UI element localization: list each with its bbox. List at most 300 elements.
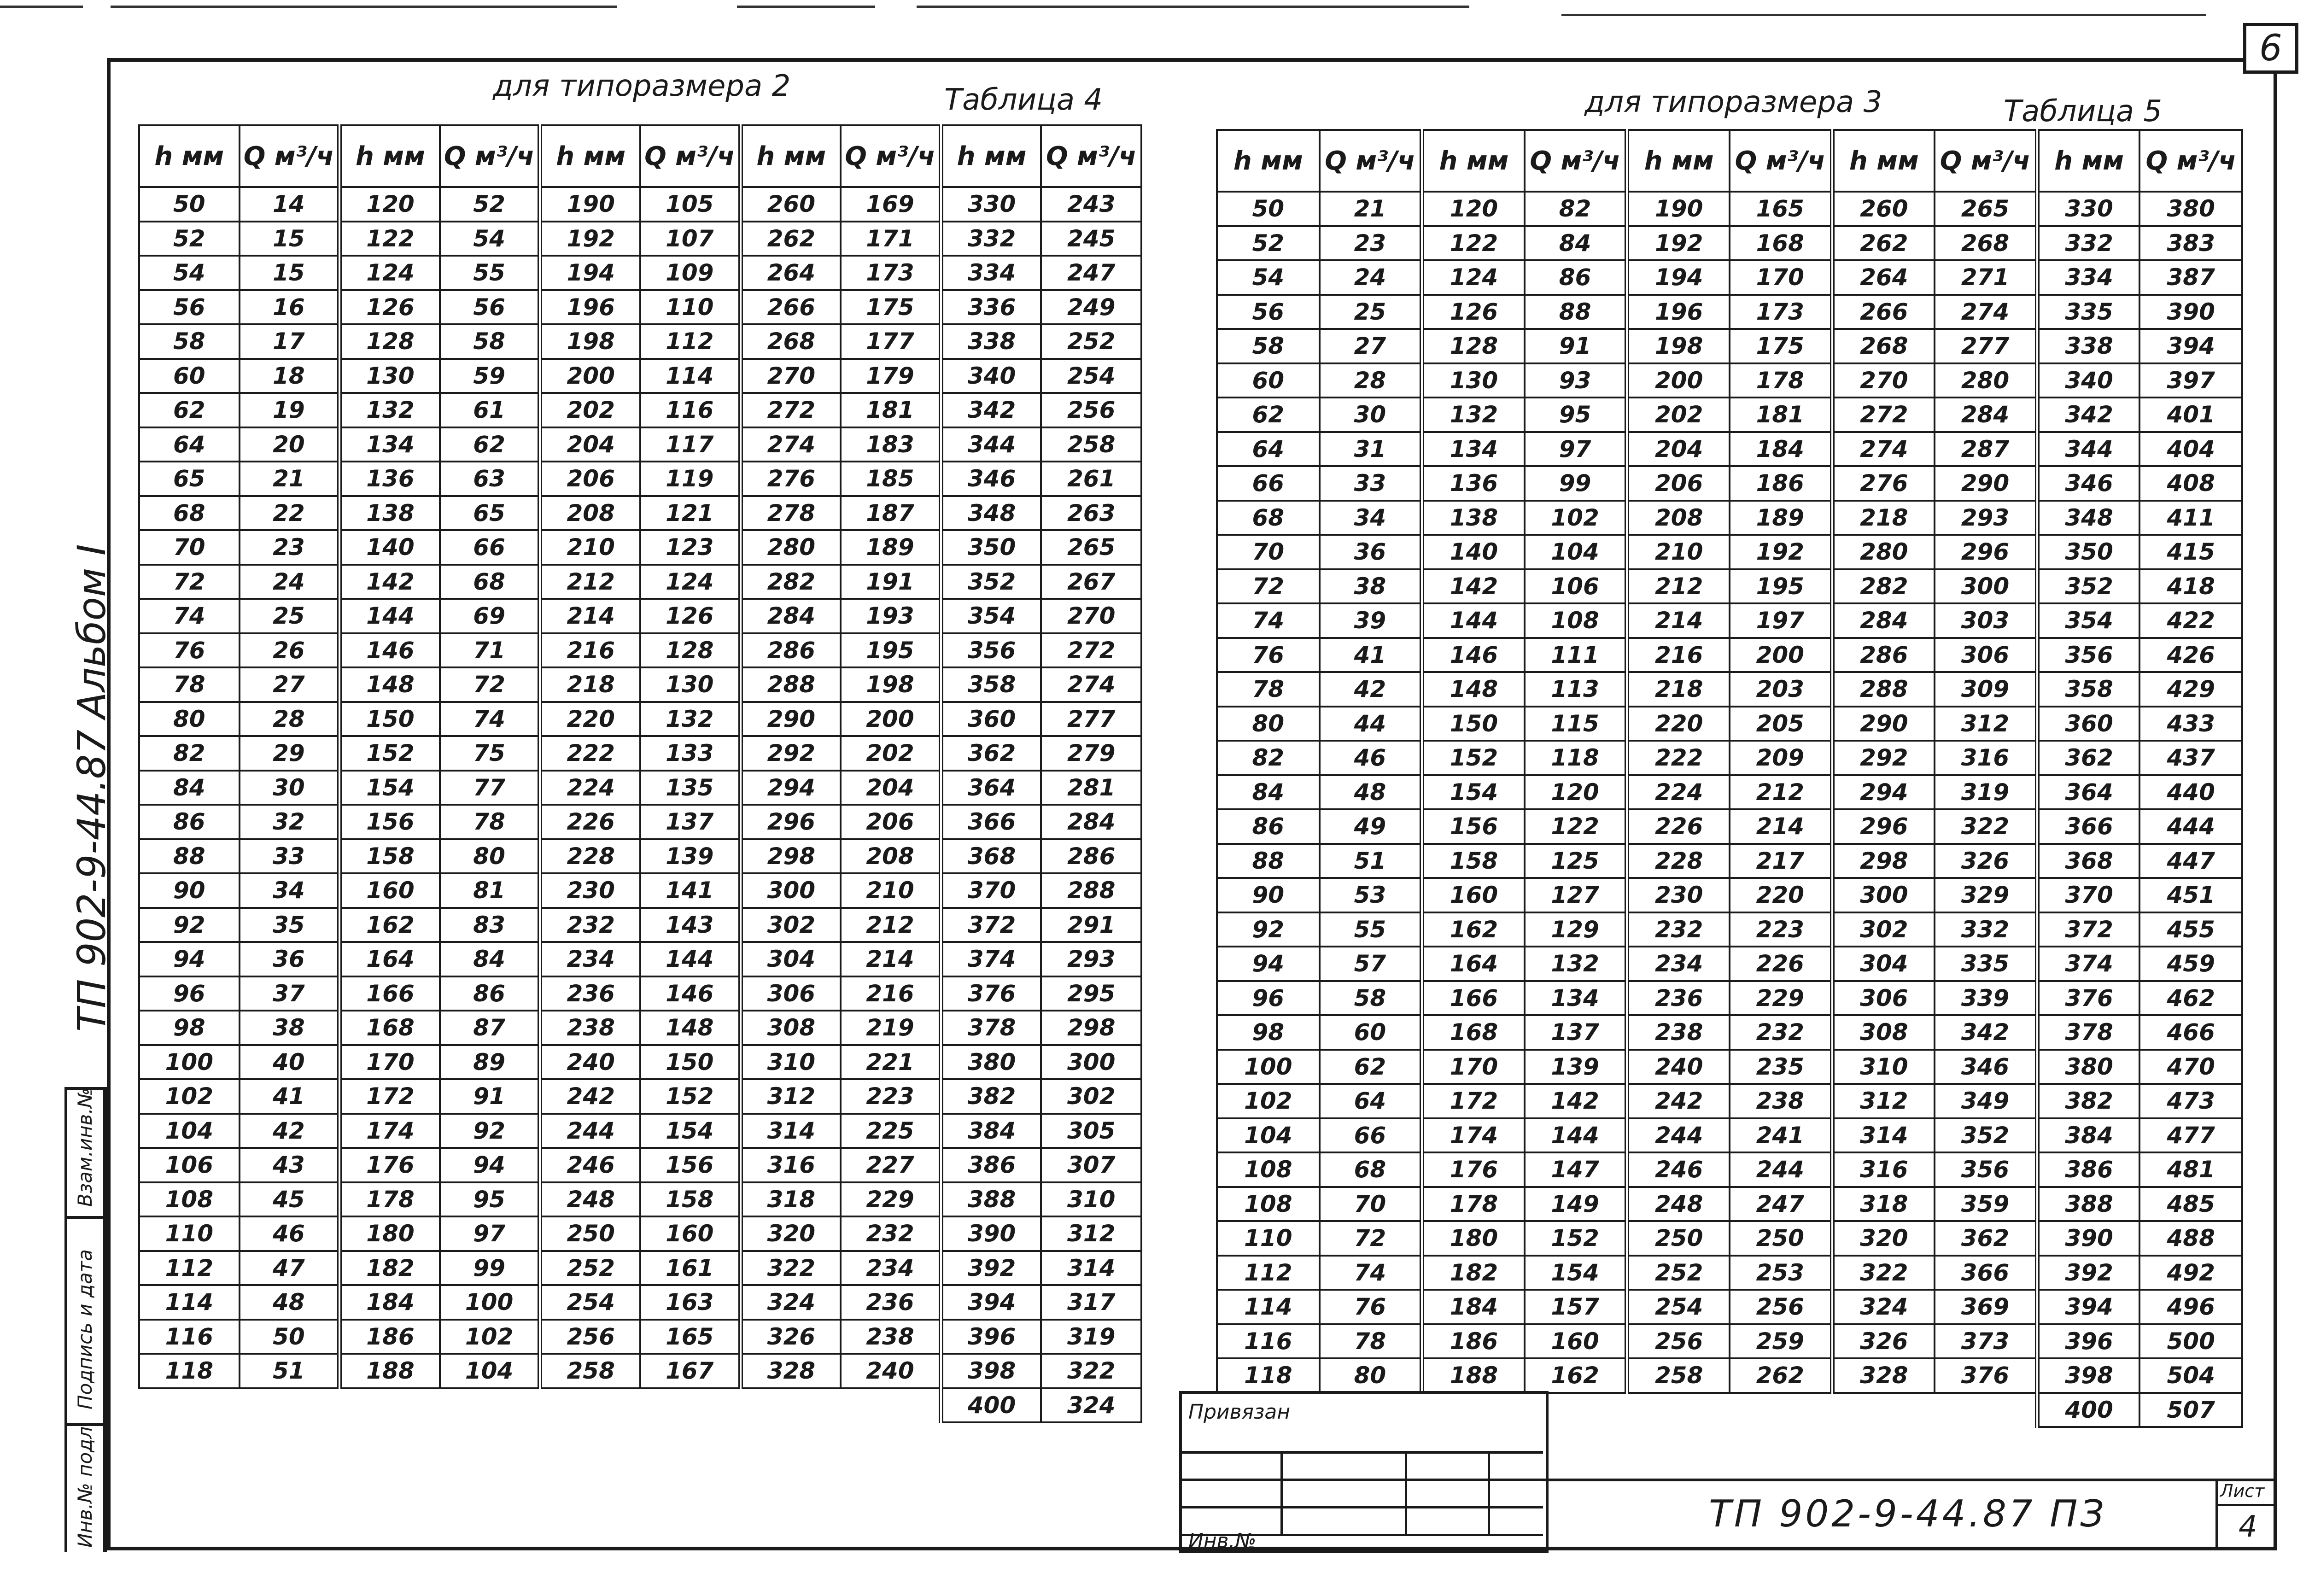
cell-h: 282	[1832, 569, 1935, 604]
cell-q: 444	[2139, 809, 2242, 844]
table-row	[139, 908, 1141, 942]
cell-h: 326	[741, 1320, 841, 1354]
cell-q: 256	[1041, 393, 1141, 427]
cell-q: 68	[440, 565, 540, 599]
cell-q: 206	[841, 805, 941, 839]
cell-q: 189	[1730, 501, 1832, 535]
cell-h: 104	[139, 1114, 240, 1148]
table-row-extra	[139, 1388, 1141, 1423]
cell-q: 56	[440, 290, 540, 325]
cell-h: 254	[1627, 1290, 1730, 1324]
cell-q: 154	[640, 1114, 741, 1148]
cell-q: 128	[640, 633, 741, 668]
cell-h: 354	[2037, 603, 2140, 638]
cell-q: 169	[841, 187, 941, 222]
cell-h: 326	[1832, 1324, 1935, 1359]
cell-q: 137	[1525, 1015, 1627, 1050]
col-header-q: Q м³/ч	[1935, 130, 2037, 192]
table-row	[139, 771, 1141, 805]
cell-q: 212	[841, 908, 941, 942]
cell-q: 408	[2139, 466, 2242, 501]
cell-h: 144	[339, 599, 440, 633]
table-row	[139, 256, 1141, 290]
cell-h: 256	[1627, 1324, 1730, 1359]
cell-h: 314	[1832, 1118, 1935, 1153]
cell-q: 189	[841, 530, 941, 565]
cell-q: 28	[1320, 363, 1422, 398]
cell-q: 183	[841, 427, 941, 462]
cell-h: 150	[339, 702, 440, 737]
cell-q: 286	[1041, 839, 1141, 874]
cell-q: 455	[2139, 912, 2242, 947]
cell-q: 42	[240, 1114, 340, 1148]
cell-h: 96	[1217, 981, 1320, 1016]
cell-q: 86	[1525, 260, 1627, 295]
cell-q: 47	[240, 1251, 340, 1286]
table-row	[139, 187, 1141, 222]
cell-q: 205	[1730, 707, 1832, 741]
cell-h: 335	[2037, 295, 2140, 329]
cell-q: 120	[1525, 775, 1627, 810]
col-header-q: Q м³/ч	[1320, 130, 1422, 192]
cell-q: 305	[1041, 1114, 1141, 1148]
table-row	[139, 222, 1141, 256]
col-header-h: h мм	[2037, 130, 2140, 192]
cell-h: 290	[1832, 707, 1935, 741]
table-row	[139, 1114, 1141, 1148]
cell-h: 342	[941, 393, 1041, 427]
cell-h: 66	[1217, 466, 1320, 501]
cell-h: 292	[741, 736, 841, 771]
cell-h: 50	[1217, 192, 1320, 226]
cell-h: 186	[1422, 1324, 1525, 1359]
cell-h: 130	[339, 359, 440, 393]
cell-h: 324	[1832, 1290, 1935, 1324]
table-row	[1217, 192, 2242, 226]
cell-h: 332	[2037, 226, 2140, 261]
cell-q: 203	[1730, 672, 1832, 707]
cell-q: 95	[440, 1182, 540, 1217]
cell-q: 373	[1935, 1324, 2037, 1359]
table-row	[1217, 603, 2242, 638]
cell-h: 396	[2037, 1324, 2140, 1359]
cell-h: 302	[1832, 912, 1935, 947]
cell-q: 300	[1935, 569, 2037, 604]
cell-h: 56	[139, 290, 240, 325]
cell-q: 362	[1935, 1221, 2037, 1256]
cell-h: 306	[1832, 981, 1935, 1016]
cell-q: 459	[2139, 947, 2242, 981]
cell-q: 65	[440, 496, 540, 531]
cell-q: 97	[1525, 432, 1627, 467]
cell-h: 262	[1832, 226, 1935, 261]
cell-q: 24	[1320, 260, 1422, 295]
cell-q: 280	[1935, 363, 2037, 398]
cell-h: 152	[339, 736, 440, 771]
cell-h: 120	[339, 187, 440, 222]
cell-q: 86	[440, 976, 540, 1011]
cell-h: 348	[941, 496, 1041, 531]
cell-q: 126	[640, 599, 741, 633]
cell-q: 59	[440, 359, 540, 393]
cell-h: 398	[941, 1354, 1041, 1388]
cell-h: 258	[540, 1354, 640, 1388]
cell-q: 451	[2139, 878, 2242, 912]
cell-h: 258	[1627, 1358, 1730, 1393]
table-row	[139, 839, 1141, 874]
cell-h: 318	[741, 1182, 841, 1217]
cell-q: 178	[1730, 363, 1832, 398]
cell-h: 192	[1627, 226, 1730, 261]
cell-q: 312	[1935, 707, 2037, 741]
cell-h: 334	[2037, 260, 2140, 295]
cell-h: 50	[139, 187, 240, 222]
cell-h: 328	[741, 1354, 841, 1388]
cell-h: 208	[1627, 501, 1730, 535]
inv-no-label: Инв.№	[1188, 1529, 1257, 1553]
cell-q: 15	[240, 222, 340, 256]
table-row	[1217, 947, 2242, 981]
cell-q: 152	[1525, 1221, 1627, 1256]
cell-h: 368	[941, 839, 1041, 874]
col-header-q: Q м³/ч	[1041, 125, 1141, 187]
cell-h: 138	[1422, 501, 1525, 535]
cell-q: 473	[2139, 1084, 2242, 1118]
cell-q: 433	[2139, 707, 2242, 741]
cell-h: 128	[339, 324, 440, 359]
cell-h: 110	[139, 1216, 240, 1251]
cell-q: 262	[1730, 1358, 1832, 1393]
cell-h: 132	[339, 393, 440, 427]
table-row	[1217, 398, 2242, 432]
cell-h: 392	[941, 1251, 1041, 1286]
cell-q: 173	[1730, 295, 1832, 329]
col-header-q: Q м³/ч	[240, 125, 340, 187]
cell-h: 112	[139, 1251, 240, 1286]
table-row	[1217, 741, 2242, 775]
cell-q: 41	[240, 1079, 340, 1114]
cell-q: 173	[841, 256, 941, 290]
cell-q: 61	[440, 393, 540, 427]
cell-h: 378	[2037, 1015, 2140, 1050]
cell-q: 238	[841, 1320, 941, 1354]
cell-h: 316	[741, 1148, 841, 1182]
cell-h: 54	[1217, 260, 1320, 295]
cell-h: 388	[941, 1182, 1041, 1217]
cell-q: 447	[2139, 844, 2242, 878]
cell-h: 380	[2037, 1050, 2140, 1084]
cell-q: 62	[440, 427, 540, 462]
cell-q: 175	[1730, 329, 1832, 363]
cell-q: 383	[2139, 226, 2242, 261]
cell-q: 238	[1730, 1084, 1832, 1118]
cell-q: 335	[1935, 947, 2037, 981]
table-row	[139, 462, 1141, 496]
cell-h: 250	[540, 1216, 640, 1251]
list-label: Лист	[2220, 1481, 2265, 1501]
cell-q: 111	[1525, 638, 1627, 672]
cell-h: 238	[1627, 1015, 1730, 1050]
cell-q: 78	[1320, 1324, 1422, 1359]
cell-h: 52	[1217, 226, 1320, 261]
cell-h: 284	[1832, 603, 1935, 638]
cell-h: 282	[741, 565, 841, 599]
cell-h: 176	[1422, 1152, 1525, 1187]
cell-h: 96	[139, 976, 240, 1011]
cell-h: 370	[2037, 878, 2140, 912]
cell-q: 127	[1525, 878, 1627, 912]
cell-h: 366	[2037, 809, 2140, 844]
cell-h: 328	[1832, 1358, 1935, 1393]
cell-q: 106	[1525, 569, 1627, 604]
cell-q: 124	[640, 565, 741, 599]
cell-q: 426	[2139, 638, 2242, 672]
cell-q: 122	[1525, 809, 1627, 844]
cell-h: 344	[941, 427, 1041, 462]
cell-q: 312	[1041, 1216, 1141, 1251]
col-header-q: Q м³/ч	[440, 125, 540, 187]
cell-q: 64	[1320, 1084, 1422, 1118]
cell-q: 284	[1935, 398, 2037, 432]
table-row	[1217, 363, 2242, 398]
cell-q: 33	[1320, 466, 1422, 501]
cell-h: 90	[1217, 878, 1320, 912]
cell-q: 46	[1320, 741, 1422, 775]
cell-h: 114	[139, 1285, 240, 1320]
cell-h: 148	[1422, 672, 1525, 707]
cell-h: 78	[1217, 672, 1320, 707]
cell-h: 126	[339, 290, 440, 325]
cell-q: 293	[1935, 501, 2037, 535]
cell-q: 281	[1041, 771, 1141, 805]
cell-q: 55	[440, 256, 540, 290]
cell-q: 118	[1525, 741, 1627, 775]
table-row	[1217, 329, 2242, 363]
cell-h: 286	[1832, 638, 1935, 672]
cell-h: 140	[1422, 535, 1525, 569]
cell-q: 66	[440, 530, 540, 565]
cell-h: 376	[2037, 981, 2140, 1016]
cell-q: 115	[1525, 707, 1627, 741]
cell-q: 300	[1041, 1045, 1141, 1080]
cell-h: 110	[1217, 1221, 1320, 1256]
cell-h: 142	[339, 565, 440, 599]
cell-h: 198	[1627, 329, 1730, 363]
cell-q: 247	[1041, 256, 1141, 290]
table-row	[139, 805, 1141, 839]
cell-h: 218	[1627, 672, 1730, 707]
cell-q: 160	[640, 1216, 741, 1251]
cell-h: 120	[1422, 192, 1525, 226]
cell-h: 64	[1217, 432, 1320, 467]
cell-h: 296	[1832, 809, 1935, 844]
cell-q: 225	[841, 1114, 941, 1148]
cell-h: 188	[1422, 1358, 1525, 1393]
cell-q: 232	[1730, 1015, 1832, 1050]
cell-h: 108	[1217, 1152, 1320, 1187]
cell-q: 93	[1525, 363, 1627, 398]
cell-h: 204	[1627, 432, 1730, 467]
cell-h: 384	[2037, 1118, 2140, 1153]
cell-h: 386	[2037, 1152, 2140, 1187]
cell-h: 252	[1627, 1256, 1730, 1290]
cell-h: 138	[339, 496, 440, 531]
cell-h: 70	[139, 530, 240, 565]
cell-q: 303	[1935, 603, 2037, 638]
table-row	[1217, 707, 2242, 741]
cell-q: 326	[1935, 844, 2037, 878]
cell-q: 139	[640, 839, 741, 874]
cell-h: 244	[540, 1114, 640, 1148]
cell-q: 71	[440, 633, 540, 668]
table-row	[139, 942, 1141, 976]
cell-h: 382	[941, 1079, 1041, 1114]
col-header-h: h мм	[1627, 130, 1730, 192]
cell-h: 170	[1422, 1050, 1525, 1084]
cell-q: 14	[240, 187, 340, 222]
cell-q: 31	[1320, 432, 1422, 467]
cell-q: 488	[2139, 1221, 2242, 1256]
cell-q: 317	[1041, 1285, 1141, 1320]
cell-h: 400	[941, 1388, 1041, 1423]
cell-q: 387	[2139, 260, 2242, 295]
cell-h: 118	[139, 1354, 240, 1388]
cell-h: 198	[540, 324, 640, 359]
table-row	[1217, 1015, 2242, 1050]
cell-q: 197	[1730, 603, 1832, 638]
cell-q: 254	[1041, 359, 1141, 393]
cell-h: 65	[139, 462, 240, 496]
cell-h: 192	[540, 222, 640, 256]
cell-q: 437	[2139, 741, 2242, 775]
cell-q: 108	[1525, 603, 1627, 638]
col-header-h: h мм	[941, 125, 1041, 187]
cell-h: 360	[941, 702, 1041, 737]
cell-q: 322	[1935, 809, 2037, 844]
cell-h: 60	[139, 359, 240, 393]
cell-h: 346	[2037, 466, 2140, 501]
col-header-h: h мм	[741, 125, 841, 187]
cell-q: 154	[1525, 1256, 1627, 1290]
cell-q: 144	[1525, 1118, 1627, 1153]
cell-q: 66	[1320, 1118, 1422, 1153]
cell-q: 144	[640, 942, 741, 976]
cell-q: 247	[1730, 1187, 1832, 1222]
cell-h: 222	[540, 736, 640, 771]
cell-q: 132	[640, 702, 741, 737]
cell-h: 394	[941, 1285, 1041, 1320]
cell-h: 142	[1422, 569, 1525, 604]
cell-q: 92	[440, 1114, 540, 1148]
cell-q: 46	[240, 1216, 340, 1251]
cell-q: 123	[640, 530, 741, 565]
cell-q: 236	[841, 1285, 941, 1320]
cell-h: 162	[339, 908, 440, 942]
cell-q: 51	[1320, 844, 1422, 878]
cell-q: 302	[1041, 1079, 1141, 1114]
cell-q: 440	[2139, 775, 2242, 810]
cell-h: 136	[1422, 466, 1525, 501]
cell-q: 241	[1730, 1118, 1832, 1153]
col-header-q: Q м³/ч	[640, 125, 741, 187]
table-row	[1217, 844, 2242, 878]
cell-q: 193	[841, 599, 941, 633]
cell-h: 212	[1627, 569, 1730, 604]
cell-q: 235	[1730, 1050, 1832, 1084]
table-row	[1217, 1187, 2242, 1222]
cell-q: 274	[1041, 667, 1141, 702]
table-row	[139, 1011, 1141, 1045]
cell-h: 344	[2037, 432, 2140, 467]
cell-h: 236	[540, 976, 640, 1011]
cell-h: 82	[139, 736, 240, 771]
table-row	[1217, 432, 2242, 467]
cell-h: 174	[339, 1114, 440, 1148]
cell-h: 350	[941, 530, 1041, 565]
cell-h: 394	[2037, 1290, 2140, 1324]
cell-q: 359	[1935, 1187, 2037, 1222]
cell-q: 99	[440, 1251, 540, 1286]
cell-q: 39	[1320, 603, 1422, 638]
cell-h: 240	[540, 1045, 640, 1080]
cell-q: 76	[1320, 1290, 1422, 1324]
cell-q: 27	[240, 667, 340, 702]
cell-q: 422	[2139, 603, 2242, 638]
cell-h: 364	[941, 771, 1041, 805]
cell-q: 249	[1041, 290, 1141, 325]
cell-h: 286	[741, 633, 841, 668]
cell-q: 208	[841, 839, 941, 874]
sheet-corner-number: 6	[2243, 23, 2298, 74]
col-header-h: h мм	[540, 125, 640, 187]
cell-q: 104	[1525, 535, 1627, 569]
cell-h: 352	[2037, 569, 2140, 604]
cell-q: 75	[440, 736, 540, 771]
cell-h: 264	[1832, 260, 1935, 295]
table-row	[1217, 1118, 2242, 1153]
cell-h: 216	[540, 633, 640, 668]
cell-h: 72	[1217, 569, 1320, 604]
cell-h: 156	[339, 805, 440, 839]
list-number: 4	[2239, 1510, 2257, 1544]
cell-q: 84	[1525, 226, 1627, 261]
cell-h: 170	[339, 1045, 440, 1080]
cell-q: 217	[1730, 844, 1832, 878]
cell-h: 290	[741, 702, 841, 737]
cell-h: 278	[741, 496, 841, 531]
cell-q: 200	[1730, 638, 1832, 672]
cell-h: 204	[540, 427, 640, 462]
table-row	[139, 599, 1141, 633]
cell-h: 146	[339, 633, 440, 668]
cell-h: 228	[1627, 844, 1730, 878]
cell-h: 100	[139, 1045, 240, 1080]
cell-h: 86	[139, 805, 240, 839]
cell-h: 308	[741, 1011, 841, 1045]
cell-q: 261	[1041, 462, 1141, 496]
album-code-label: ТП 902-9-44.87	[69, 729, 114, 1032]
cell-q: 116	[640, 393, 741, 427]
scan-mark	[0, 6, 83, 8]
cell-h: 370	[941, 873, 1041, 908]
cell-q: 17	[240, 324, 340, 359]
cell-h: 266	[1832, 295, 1935, 329]
cell-q: 84	[440, 942, 540, 976]
table-row	[139, 290, 1141, 325]
cell-q: 258	[1041, 427, 1141, 462]
cell-h: 226	[1627, 809, 1730, 844]
cell-q: 121	[640, 496, 741, 531]
